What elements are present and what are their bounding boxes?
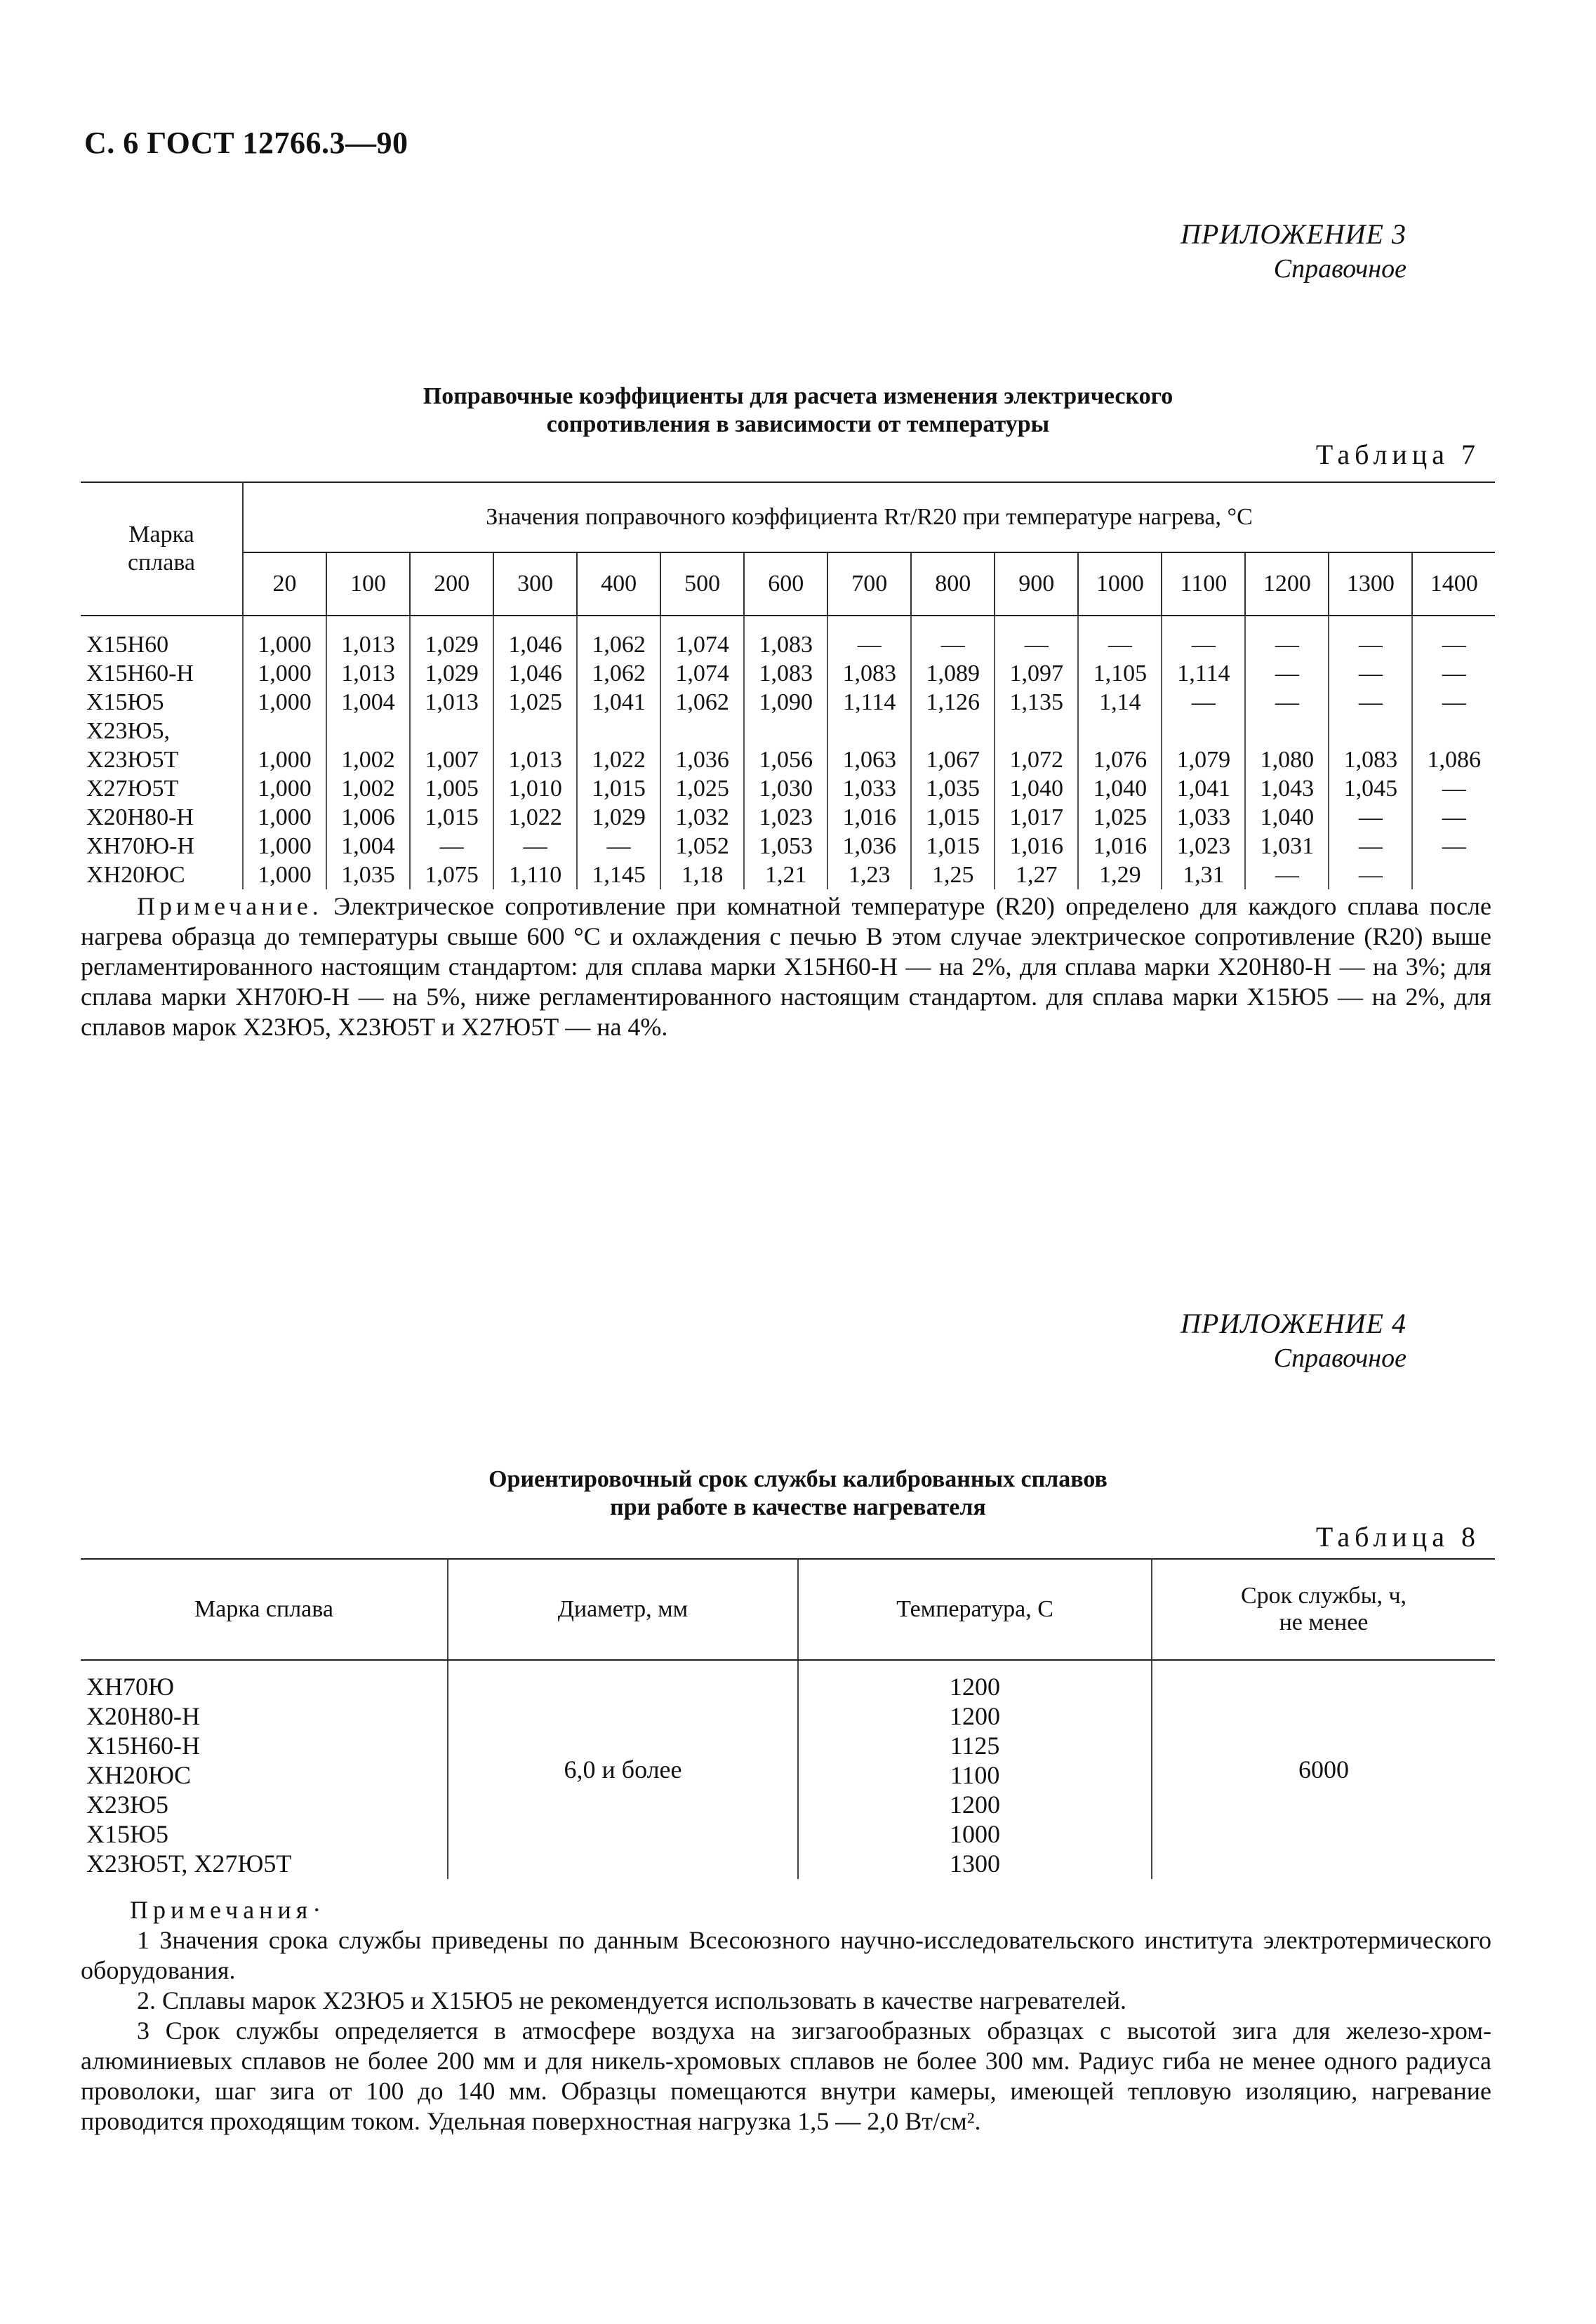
coefficient-cell: 1,046 bbox=[493, 616, 577, 659]
coefficient-cell: 1,31 bbox=[1162, 861, 1245, 889]
coefficient-cell: 1,041 bbox=[1162, 774, 1245, 803]
coefficient-cell: 1,041 bbox=[577, 688, 660, 717]
coefficient-cell: — bbox=[827, 616, 911, 659]
coefficient-cell: — bbox=[1162, 616, 1245, 659]
temperature-item: 1200 bbox=[950, 1702, 1000, 1730]
grade-item: ХН20ЮС bbox=[86, 1761, 192, 1789]
table-row bbox=[81, 861, 1495, 889]
temperature-header-row bbox=[81, 552, 1495, 616]
coefficient-cell: 1,013 bbox=[493, 717, 577, 774]
table-row bbox=[81, 774, 1495, 803]
coefficient-cell: 1,040 bbox=[1245, 803, 1329, 832]
coefficient-cell: 1,000 bbox=[243, 774, 326, 803]
coefficient-cell: — bbox=[1412, 616, 1495, 659]
coefficient-cell: — bbox=[1329, 659, 1412, 688]
coefficient-cell: — bbox=[1245, 616, 1329, 659]
coefficient-cell: 1,010 bbox=[493, 774, 577, 803]
coefficient-cell: — bbox=[1412, 688, 1495, 717]
appendix-4-title: ПРИЛОЖЕНИЕ 4 bbox=[1181, 1308, 1407, 1339]
coefficient-cell: 1,029 bbox=[577, 803, 660, 832]
table-8-notes bbox=[81, 1895, 1491, 2137]
grade-cell: Х27Ю5Т bbox=[81, 774, 243, 803]
table-7 bbox=[81, 482, 1495, 889]
coefficient-cell: 1,079 bbox=[1162, 717, 1245, 774]
temperature-header: 20 bbox=[243, 552, 326, 616]
coefficient-cell: 1,029 bbox=[410, 659, 493, 688]
notes-head: Примечания· bbox=[130, 1896, 326, 1924]
temperature-header: 1100 bbox=[1162, 552, 1245, 616]
coefficient-cell: 1,031 bbox=[1245, 832, 1329, 861]
table-8-caption bbox=[0, 1466, 1596, 1522]
temperature-header: 1300 bbox=[1329, 552, 1412, 616]
service-life-cell: 6000 bbox=[1152, 1660, 1495, 1879]
coefficient-cell: 1,015 bbox=[911, 803, 995, 832]
appendix-3-subtitle: Справочное bbox=[1273, 254, 1407, 284]
coefficient-cell: 1,114 bbox=[1162, 659, 1245, 688]
table-7-caption-line1: Поправочные коэффициенты для расчета изменения электрического bbox=[423, 383, 1173, 409]
grade-item: Х20Н80-Н bbox=[86, 1702, 200, 1730]
coefficient-cell: — bbox=[1412, 832, 1495, 861]
coefficient-cell: 1,045 bbox=[1329, 774, 1412, 803]
table-row bbox=[81, 659, 1495, 688]
coefficient-cell: — bbox=[1329, 832, 1412, 861]
grade-cell: Х20Н80-Н bbox=[81, 803, 243, 832]
coefficient-cell: — bbox=[1329, 616, 1412, 659]
grade-cell-line2: Х23Ю5Т bbox=[86, 747, 179, 773]
coefficient-cell: 1,083 bbox=[827, 659, 911, 688]
coefficient-cell: 1,002 bbox=[326, 774, 410, 803]
grade-cell bbox=[81, 717, 243, 774]
coefficient-cell: — bbox=[1078, 616, 1162, 659]
coefficient-cell: — bbox=[1412, 774, 1495, 803]
coefficient-cell: 1,015 bbox=[577, 774, 660, 803]
coefficient-cell: — bbox=[1245, 861, 1329, 889]
coefficient-cell: 1,013 bbox=[326, 659, 410, 688]
diameter-cell: 6,0 и более bbox=[448, 1660, 798, 1879]
temperature-item: 1000 bbox=[950, 1820, 1000, 1848]
temperature-header: 1000 bbox=[1078, 552, 1162, 616]
temperature-item: 1300 bbox=[950, 1850, 1000, 1878]
coefficient-cell: 1,25 bbox=[911, 861, 995, 889]
coefficient-cell: 1,062 bbox=[660, 688, 744, 717]
temperature-header: 500 bbox=[660, 552, 744, 616]
note-item-3: 3 Срок службы определяется в атмосфере воздуха на зигзагообразных образцах с высотой зига для железо-хром-алюминиевых сплавов не более 200 мм и для никель-хромовых сплавов не более 300 мм. Радиус гиба не менее одного радиуса проволоки, шаг зига от 100 до 140 мм. Образцы помещаются внутри камеры, имеющей тепловую изоляцию, нагревание проводится проходящим током. Удельная поверхностная нагрузка 1,5 — 2,0 Вт/см². bbox=[81, 2017, 1491, 2135]
coefficient-cell: 1,033 bbox=[1162, 803, 1245, 832]
coefficient-cell: 1,022 bbox=[577, 717, 660, 774]
grade-header-line1: Марка bbox=[128, 522, 194, 547]
note-item-1: 1 Значения срока службы приведены по данным Всесоюзного научно-исследовательского института электротермического оборудования. bbox=[81, 1926, 1491, 1984]
table-8-caption-line2: при работе в качестве нагревателя bbox=[610, 1494, 986, 1520]
grade-item: Х23Ю5Т, Х27Ю5Т bbox=[86, 1850, 292, 1878]
temperature-header: 900 bbox=[995, 552, 1078, 616]
coefficient-cell: — bbox=[410, 832, 493, 861]
coefficient-cell: 1,006 bbox=[326, 803, 410, 832]
coefficient-cell: 1,089 bbox=[911, 659, 995, 688]
header-diameter: Диаметр, мм bbox=[448, 1559, 798, 1660]
coefficient-cell: 1,062 bbox=[577, 659, 660, 688]
grade-header-line2: сплава bbox=[127, 550, 196, 576]
table-7-label: Таблица 7 bbox=[1315, 439, 1480, 470]
temperature-header: 700 bbox=[827, 552, 911, 616]
coefficient-span-header: Значения поправочного коэффициента Rт/R20 при температуре нагрева, °С bbox=[243, 482, 1495, 552]
coefficient-cell: 1,083 bbox=[1329, 717, 1412, 774]
coefficient-cell: 1,097 bbox=[995, 659, 1078, 688]
coefficient-cell: 1,043 bbox=[1245, 774, 1329, 803]
coefficient-cell: 1,075 bbox=[410, 861, 493, 889]
table-row bbox=[81, 803, 1495, 832]
grade-cell: Х15Н60-Н bbox=[81, 659, 243, 688]
temperature-header: 800 bbox=[911, 552, 995, 616]
coefficient-cell: 1,000 bbox=[243, 688, 326, 717]
temperature-item: 1100 bbox=[950, 1761, 1000, 1789]
temperature-header: 400 bbox=[577, 552, 660, 616]
coefficient-cell: 1,083 bbox=[744, 659, 827, 688]
coefficient-cell: — bbox=[1245, 659, 1329, 688]
table-7-note bbox=[81, 891, 1491, 1042]
table-7-caption-line2: сопротивления в зависимости от температуры bbox=[546, 411, 1050, 437]
coefficient-cell: 1,035 bbox=[911, 774, 995, 803]
coefficient-cell: 1,000 bbox=[243, 616, 326, 659]
coefficient-cell: 1,015 bbox=[911, 832, 995, 861]
coefficient-cell: 1,025 bbox=[660, 774, 744, 803]
coefficient-cell: 1,040 bbox=[995, 774, 1078, 803]
coefficient-cell: 1,056 bbox=[744, 717, 827, 774]
coefficient-cell: 1,000 bbox=[243, 832, 326, 861]
coefficient-cell: 1,022 bbox=[493, 803, 577, 832]
coefficient-cell: 1,030 bbox=[744, 774, 827, 803]
header-temperature: Температура, С bbox=[798, 1559, 1152, 1660]
coefficient-cell: 1,053 bbox=[744, 832, 827, 861]
coefficient-cell: 1,114 bbox=[827, 688, 911, 717]
table-7-caption bbox=[0, 383, 1596, 439]
grade-item: Х23Ю5 bbox=[86, 1791, 168, 1819]
coefficient-cell: 1,083 bbox=[744, 616, 827, 659]
header-grade: Марка сплава bbox=[81, 1559, 448, 1660]
temperature-header: 600 bbox=[744, 552, 827, 616]
temperature-item: 1200 bbox=[950, 1791, 1000, 1819]
coefficient-cell: — bbox=[1412, 803, 1495, 832]
coefficient-cell: 1,105 bbox=[1078, 659, 1162, 688]
coefficient-cell: 1,004 bbox=[326, 688, 410, 717]
coefficient-cell: 1,040 bbox=[1078, 774, 1162, 803]
coefficient-cell: 1,017 bbox=[995, 803, 1078, 832]
table-8-label: Таблица 8 bbox=[1315, 1521, 1480, 1553]
coefficient-cell: 1,015 bbox=[410, 803, 493, 832]
coefficient-cell: 1,145 bbox=[577, 861, 660, 889]
coefficient-cell: 1,016 bbox=[1078, 832, 1162, 861]
coefficient-cell: 1,062 bbox=[577, 616, 660, 659]
coefficient-cell: 1,27 bbox=[995, 861, 1078, 889]
table-row bbox=[81, 616, 1495, 659]
header-service-life-line2: не менее bbox=[1279, 1609, 1369, 1635]
coefficient-cell: 1,23 bbox=[827, 861, 911, 889]
grade-item: Х15Ю5 bbox=[86, 1820, 168, 1848]
coefficient-cell: 1,016 bbox=[995, 832, 1078, 861]
table-row bbox=[81, 832, 1495, 861]
coefficient-cell: 1,035 bbox=[326, 861, 410, 889]
coefficient-cell: 1,033 bbox=[827, 774, 911, 803]
coefficient-cell: 1,016 bbox=[827, 803, 911, 832]
appendix-4-heading bbox=[1181, 1307, 1407, 1374]
grade-cell: Х15Ю5 bbox=[81, 688, 243, 717]
coefficient-cell: 1,007 bbox=[410, 717, 493, 774]
table-7-body bbox=[81, 616, 1495, 889]
coefficient-cell: 1,036 bbox=[827, 832, 911, 861]
table-8-caption-line1: Ориентировочный срок службы калиброванных сплавов bbox=[488, 1466, 1108, 1492]
temperature-header: 300 bbox=[493, 552, 577, 616]
coefficient-cell: 1,000 bbox=[243, 861, 326, 889]
coefficient-cell: 1,023 bbox=[1162, 832, 1245, 861]
coefficient-cell: 1,110 bbox=[493, 861, 577, 889]
coefficient-cell: 1,046 bbox=[493, 659, 577, 688]
coefficient-cell: 1,063 bbox=[827, 717, 911, 774]
coefficient-cell: — bbox=[911, 616, 995, 659]
coefficient-cell: 1,074 bbox=[660, 659, 744, 688]
coefficient-cell: 1,29 bbox=[1078, 861, 1162, 889]
coefficient-cell: 1,002 bbox=[326, 717, 410, 774]
grade-item: ХН70Ю bbox=[86, 1673, 174, 1701]
coefficient-cell: 1,023 bbox=[744, 803, 827, 832]
table-8 bbox=[81, 1558, 1495, 1879]
coefficient-cell: 1,000 bbox=[243, 717, 326, 774]
coefficient-cell: 1,072 bbox=[995, 717, 1078, 774]
note-head: Примечание. bbox=[137, 892, 323, 920]
page-header: С. 6 ГОСТ 12766.3—90 bbox=[84, 126, 408, 160]
coefficient-cell: — bbox=[1412, 659, 1495, 688]
coefficient-cell: — bbox=[1162, 688, 1245, 717]
coefficient-cell: 1,076 bbox=[1078, 717, 1162, 774]
coefficient-cell: — bbox=[995, 616, 1078, 659]
coefficient-cell: 1,025 bbox=[1078, 803, 1162, 832]
coefficient-cell: — bbox=[1329, 803, 1412, 832]
coefficient-cell: — bbox=[577, 832, 660, 861]
grade-item: Х15Н60-Н bbox=[86, 1732, 200, 1760]
coefficient-cell: 1,013 bbox=[410, 688, 493, 717]
temperatures-cell bbox=[798, 1660, 1152, 1879]
coefficient-cell: 1,090 bbox=[744, 688, 827, 717]
grade-cell: Х15Н60 bbox=[81, 616, 243, 659]
header-service-life bbox=[1152, 1559, 1495, 1660]
note-text: Электрическое сопротивление при комнатной температуре (R20) определено для каждого сплава после нагрева образца до температуры свыше 600 °С и охлаждения с печью В этом случае электрическое сопротивление (R20) выше регламентированного настоящим стандартом: для сплава марки Х15Н60-Н — на 2%, для сплава марки Х20Н80-Н — на 3%; для сплава марки ХН70Ю-Н — на 5%, ниже регламентированного настоящим стандартом. для сплава марки Х15Ю5 — на 2%, для сплавов марок Х23Ю5, Х23Ю5Т и Х27Ю5Т — на 4%. bbox=[81, 892, 1492, 1041]
coefficient-cell: 1,086 bbox=[1412, 717, 1495, 774]
temperature-header: 200 bbox=[410, 552, 493, 616]
coefficient-cell: 1,067 bbox=[911, 717, 995, 774]
appendix-3-title: ПРИЛОЖЕНИЕ 3 bbox=[1181, 218, 1407, 250]
coefficient-cell: 1,000 bbox=[243, 659, 326, 688]
grade-cell: ХН70Ю-Н bbox=[81, 832, 243, 861]
coefficient-cell bbox=[1412, 861, 1495, 889]
coefficient-cell: — bbox=[493, 832, 577, 861]
grade-column-header bbox=[81, 482, 243, 616]
coefficient-cell: 1,080 bbox=[1245, 717, 1329, 774]
temperature-item: 1125 bbox=[950, 1732, 1000, 1760]
temperature-header: 1200 bbox=[1245, 552, 1329, 616]
appendix-3-heading bbox=[1181, 218, 1407, 284]
coefficient-cell: — bbox=[1245, 688, 1329, 717]
coefficient-cell: 1,18 bbox=[660, 861, 744, 889]
note-item-2: 2. Сплавы марок Х23Ю5 и Х15Ю5 не рекомендуется использовать в качестве нагревателей. bbox=[137, 1986, 1126, 2014]
coefficient-cell: 1,025 bbox=[493, 688, 577, 717]
table-row bbox=[81, 717, 1495, 774]
header-service-life-line1: Срок службы, ч, bbox=[1240, 1583, 1407, 1609]
temperature-item: 1200 bbox=[950, 1673, 1000, 1701]
coefficient-cell: 1,074 bbox=[660, 616, 744, 659]
coefficient-cell: 1,032 bbox=[660, 803, 744, 832]
grade-cell-line1: Х23Ю5, bbox=[86, 718, 170, 744]
coefficient-cell: 1,21 bbox=[744, 861, 827, 889]
coefficient-cell: — bbox=[1329, 861, 1412, 889]
coefficient-cell: 1,000 bbox=[243, 803, 326, 832]
coefficient-cell: — bbox=[1329, 688, 1412, 717]
appendix-4-subtitle: Справочное bbox=[1273, 1343, 1407, 1373]
coefficient-cell: 1,135 bbox=[995, 688, 1078, 717]
coefficient-cell: 1,14 bbox=[1078, 688, 1162, 717]
temperature-header: 100 bbox=[326, 552, 410, 616]
coefficient-cell: 1,005 bbox=[410, 774, 493, 803]
temperature-header: 1400 bbox=[1412, 552, 1495, 616]
grade-cell: ХН20ЮС bbox=[81, 861, 243, 889]
table-row bbox=[81, 688, 1495, 717]
coefficient-cell: 1,126 bbox=[911, 688, 995, 717]
coefficient-cell: 1,004 bbox=[326, 832, 410, 861]
coefficient-cell: 1,052 bbox=[660, 832, 744, 861]
coefficient-cell: 1,036 bbox=[660, 717, 744, 774]
grades-cell bbox=[81, 1660, 448, 1879]
coefficient-cell: 1,013 bbox=[326, 616, 410, 659]
coefficient-cell: 1,029 bbox=[410, 616, 493, 659]
